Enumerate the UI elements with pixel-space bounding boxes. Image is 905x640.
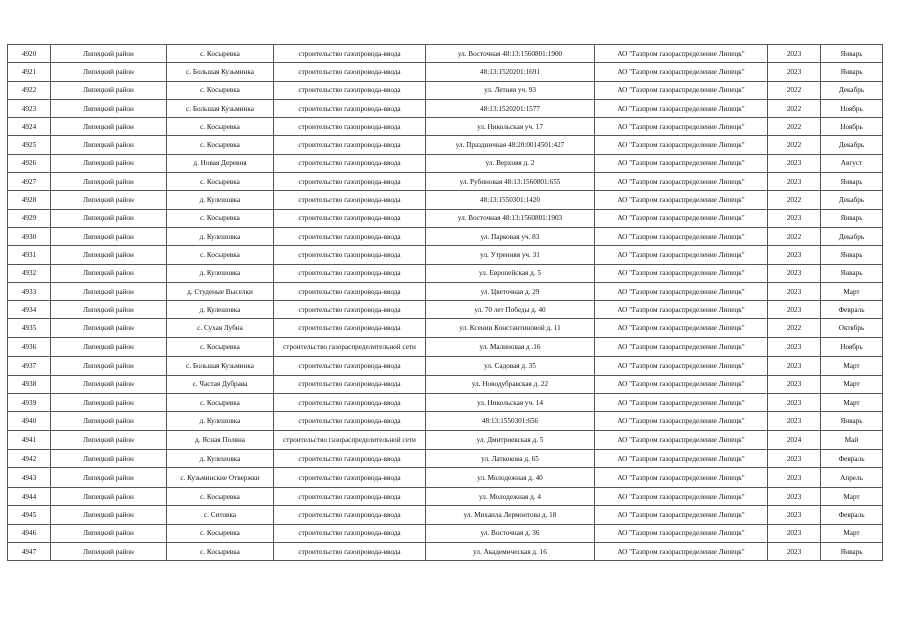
table-body [8,45,883,561]
table-row [8,191,883,209]
table-row [8,430,883,450]
month-cell: Январь [821,45,883,63]
row-number-cell: 4941 [8,430,51,450]
year-cell: 2023 [768,301,821,319]
district-cell: Липецкий район [51,488,167,506]
year-cell: 2022 [768,118,821,136]
table-row [8,337,883,357]
row-number-cell: 4925 [8,136,51,154]
organization-cell: АО "Газпром газораспределение Липецк" [595,45,768,63]
organization-cell: АО "Газпром газораспределение Липецк" [595,393,768,411]
work-type-cell: строительство газораспределительной сети [274,337,426,357]
district-cell: Липецкий район [51,209,167,227]
work-type-cell: строительство газопровода-ввода [274,173,426,191]
settlement-cell: с. Косыревка [167,524,274,542]
row-number-cell: 4927 [8,173,51,191]
district-cell: Липецкий район [51,246,167,264]
table-row [8,246,883,264]
table-row [8,450,883,468]
address-cell: ул. Парковая уч. 83 [426,227,595,245]
year-cell: 2023 [768,45,821,63]
address-cell: ул. Цветочная д. 29 [426,282,595,300]
month-cell: Январь [821,246,883,264]
month-cell: Апрель [821,468,883,488]
month-cell: Декабрь [821,81,883,99]
month-cell: Февраль [821,506,883,524]
month-cell: Март [821,282,883,300]
year-cell: 2022 [768,136,821,154]
work-type-cell: строительство газопровода-ввода [274,357,426,375]
address-cell: ул. Латкокова д. 65 [426,450,595,468]
address-cell: ул. Малиновая д .16 [426,337,595,357]
year-cell: 2023 [768,357,821,375]
address-cell: ул. Летняя уч. 93 [426,81,595,99]
year-cell: 2022 [768,227,821,245]
district-cell: Липецкий район [51,468,167,488]
organization-cell: АО "Газпром газораспределение Липецк" [595,430,768,450]
year-cell: 2023 [768,282,821,300]
settlement-cell: с. Косыревка [167,118,274,136]
organization-cell: АО "Газпром газораспределение Липецк" [595,118,768,136]
year-cell: 2024 [768,430,821,450]
settlement-cell: д. Кулешовка [167,191,274,209]
row-number-cell: 4939 [8,393,51,411]
work-type-cell: строительство газопровода-ввода [274,246,426,264]
month-cell: Декабрь [821,227,883,245]
address-cell: 48:13:1520201:1691 [426,63,595,81]
work-type-cell: строительство газопровода-ввода [274,227,426,245]
table-row [8,282,883,300]
year-cell: 2023 [768,488,821,506]
row-number-cell: 4922 [8,81,51,99]
organization-cell: АО "Газпром газораспределение Липецк" [595,246,768,264]
year-cell: 2023 [768,468,821,488]
address-cell: ул. Ксении Константиновой д. 11 [426,319,595,337]
settlement-cell: с. Сухая Лубна [167,319,274,337]
district-cell: Липецкий район [51,191,167,209]
organization-cell: АО "Газпром газораспределение Липецк" [595,154,768,172]
document-page [7,44,882,561]
address-cell: ул. Новодубравская д. 22 [426,375,595,393]
settlement-cell: с. Косыревка [167,393,274,411]
organization-cell: АО "Газпром газораспределение Липецк" [595,63,768,81]
district-cell: Липецкий район [51,99,167,117]
organization-cell: АО "Газпром газораспределение Липецк" [595,542,768,560]
district-cell: Липецкий район [51,136,167,154]
settlement-cell: д. Ясная Поляна [167,430,274,450]
table-row [8,173,883,191]
organization-cell: АО "Газпром газораспределение Липецк" [595,136,768,154]
organization-cell: АО "Газпром газораспределение Липецк" [595,375,768,393]
work-type-cell: строительство газопровода-ввода [274,450,426,468]
work-type-cell: строительство газопровода-ввода [274,118,426,136]
settlement-cell: с. Косыревка [167,209,274,227]
address-cell: ул. Садовая д. 35 [426,357,595,375]
district-cell: Липецкий район [51,524,167,542]
district-cell: Липецкий район [51,118,167,136]
row-number-cell: 4924 [8,118,51,136]
month-cell: Февраль [821,450,883,468]
work-type-cell: строительство газопровода-ввода [274,136,426,154]
table-row [8,154,883,172]
district-cell: Липецкий район [51,357,167,375]
work-type-cell: строительство газопровода-ввода [274,99,426,117]
organization-cell: АО "Газпром газораспределение Липецк" [595,227,768,245]
table-row [8,63,883,81]
district-cell: Липецкий район [51,450,167,468]
district-cell: Липецкий район [51,319,167,337]
work-type-cell: строительство газопровода-ввода [274,282,426,300]
organization-cell: АО "Газпром газораспределение Липецк" [595,488,768,506]
month-cell: Август [821,154,883,172]
year-cell: 2023 [768,337,821,357]
address-cell: ул. Никольская уч. 17 [426,118,595,136]
organization-cell: АО "Газпром газораспределение Липецк" [595,282,768,300]
table-row [8,227,883,245]
row-number-cell: 4944 [8,488,51,506]
row-number-cell: 4940 [8,412,51,430]
work-type-cell: строительство газопровода-ввода [274,393,426,411]
month-cell: Январь [821,63,883,81]
month-cell: Декабрь [821,136,883,154]
row-number-cell: 4936 [8,337,51,357]
work-type-cell: строительство газопровода-ввода [274,524,426,542]
settlement-cell: д. Кулешовка [167,450,274,468]
organization-cell: АО "Газпром газораспределение Липецк" [595,337,768,357]
settlement-cell: с. Кузьминские Отвержки [167,468,274,488]
table-row [8,488,883,506]
work-type-cell: строительство газопровода-ввода [274,81,426,99]
row-number-cell: 4920 [8,45,51,63]
table-row [8,393,883,411]
table-row [8,542,883,560]
row-number-cell: 4921 [8,63,51,81]
year-cell: 2023 [768,506,821,524]
district-cell: Липецкий район [51,81,167,99]
address-cell: ул. Никольская уч. 14 [426,393,595,411]
row-number-cell: 4932 [8,264,51,282]
table-row [8,506,883,524]
district-cell: Липецкий район [51,375,167,393]
address-cell: ул. Восточная 48:13:1560801:1900 [426,45,595,63]
table-row [8,81,883,99]
settlement-cell: с. Косыревка [167,337,274,357]
address-cell: 48:13:1550301:1420 [426,191,595,209]
row-number-cell: 4928 [8,191,51,209]
organization-cell: АО "Газпром газораспределение Липецк" [595,173,768,191]
month-cell: Январь [821,264,883,282]
table-row [8,301,883,319]
settlement-cell: с. Ситовка [167,506,274,524]
organization-cell: АО "Газпром газораспределение Липецк" [595,301,768,319]
year-cell: 2023 [768,246,821,264]
month-cell: Январь [821,209,883,227]
year-cell: 2023 [768,393,821,411]
district-cell: Липецкий район [51,227,167,245]
address-cell: ул. 70 лет Победы д. 40 [426,301,595,319]
year-cell: 2023 [768,154,821,172]
gasification-table [7,44,883,561]
work-type-cell: строительство газопровода-ввода [274,506,426,524]
settlement-cell: с. Косыревка [167,45,274,63]
address-cell: ул. Верхняя д. 2 [426,154,595,172]
table-row [8,375,883,393]
row-number-cell: 4937 [8,357,51,375]
work-type-cell: строительство газопровода-ввода [274,488,426,506]
district-cell: Липецкий район [51,393,167,411]
table-row [8,524,883,542]
table-row [8,99,883,117]
table-row [8,319,883,337]
address-cell: ул. Восточная 48:13:1560801:1903 [426,209,595,227]
table-row [8,357,883,375]
table-row [8,468,883,488]
organization-cell: АО "Газпром газораспределение Липецк" [595,468,768,488]
row-number-cell: 4934 [8,301,51,319]
district-cell: Липецкий район [51,301,167,319]
month-cell: Январь [821,542,883,560]
month-cell: Март [821,357,883,375]
month-cell: Февраль [821,301,883,319]
district-cell: Липецкий район [51,63,167,81]
organization-cell: АО "Газпром газораспределение Липецк" [595,524,768,542]
table-row [8,209,883,227]
address-cell: ул. Молодежная д. 4 [426,488,595,506]
settlement-cell: с. Частая Дубрава [167,375,274,393]
organization-cell: АО "Газпром газораспределение Липецк" [595,99,768,117]
organization-cell: АО "Газпром газораспределение Липецк" [595,191,768,209]
year-cell: 2022 [768,319,821,337]
settlement-cell: с. Косыревка [167,81,274,99]
settlement-cell: с. Большая Кузьминка [167,99,274,117]
month-cell: Март [821,524,883,542]
organization-cell: АО "Газпром газораспределение Липецк" [595,357,768,375]
table-row [8,136,883,154]
row-number-cell: 4933 [8,282,51,300]
month-cell: Март [821,375,883,393]
table-row [8,45,883,63]
organization-cell: АО "Газпром газораспределение Липецк" [595,209,768,227]
row-number-cell: 4923 [8,99,51,117]
settlement-cell: д. Кулешовка [167,264,274,282]
table-row [8,412,883,430]
month-cell: Ноябрь [821,337,883,357]
year-cell: 2022 [768,81,821,99]
month-cell: Ноябрь [821,118,883,136]
settlement-cell: д. Новая Деревня [167,154,274,172]
year-cell: 2023 [768,375,821,393]
settlement-cell: с. Косыревка [167,488,274,506]
address-cell: ул. Молодежная д. 40 [426,468,595,488]
organization-cell: АО "Газпром газораспределение Липецк" [595,412,768,430]
work-type-cell: строительство газопровода-ввода [274,319,426,337]
address-cell: ул. Рубиновая 48:13:1560801:655 [426,173,595,191]
year-cell: 2023 [768,173,821,191]
year-cell: 2023 [768,209,821,227]
organization-cell: АО "Газпром газораспределение Липецк" [595,319,768,337]
row-number-cell: 4942 [8,450,51,468]
row-number-cell: 4946 [8,524,51,542]
address-cell: ул. Михаила Лермонтова д. 18 [426,506,595,524]
settlement-cell: д. Кулешовка [167,301,274,319]
settlement-cell: с. Косыревка [167,246,274,264]
work-type-cell: строительство газопровода-ввода [274,542,426,560]
settlement-cell: д. Кулешовка [167,412,274,430]
district-cell: Липецкий район [51,506,167,524]
row-number-cell: 4930 [8,227,51,245]
month-cell: Март [821,488,883,506]
address-cell: ул. Академическая д. 16 [426,542,595,560]
table-row [8,264,883,282]
month-cell: Январь [821,412,883,430]
organization-cell: АО "Газпром газораспределение Липецк" [595,450,768,468]
district-cell: Липецкий район [51,173,167,191]
address-cell: ул. Восточная д. 36 [426,524,595,542]
row-number-cell: 4938 [8,375,51,393]
settlement-cell: с. Косыревка [167,173,274,191]
district-cell: Липецкий район [51,412,167,430]
month-cell: Март [821,393,883,411]
year-cell: 2023 [768,450,821,468]
district-cell: Липецкий район [51,337,167,357]
year-cell: 2022 [768,99,821,117]
month-cell: Октябрь [821,319,883,337]
organization-cell: АО "Газпром газораспределение Липецк" [595,81,768,99]
district-cell: Липецкий район [51,264,167,282]
address-cell: 48:13:1550301:656 [426,412,595,430]
year-cell: 2023 [768,63,821,81]
row-number-cell: 4926 [8,154,51,172]
address-cell: 48:13:1520201:1577 [426,99,595,117]
address-cell: ул. Утренняя уч. 31 [426,246,595,264]
work-type-cell: строительство газопровода-ввода [274,209,426,227]
row-number-cell: 4943 [8,468,51,488]
address-cell: ул. Европейская д. 5 [426,264,595,282]
year-cell: 2023 [768,412,821,430]
row-number-cell: 4935 [8,319,51,337]
row-number-cell: 4931 [8,246,51,264]
work-type-cell: строительство газопровода-ввода [274,468,426,488]
year-cell: 2023 [768,524,821,542]
row-number-cell: 4945 [8,506,51,524]
settlement-cell: с. Косыревка [167,136,274,154]
work-type-cell: строительство газораспределительной сети [274,430,426,450]
district-cell: Липецкий район [51,542,167,560]
year-cell: 2023 [768,264,821,282]
district-cell: Липецкий район [51,282,167,300]
work-type-cell: строительство газопровода-ввода [274,301,426,319]
settlement-cell: с. Косыревка [167,542,274,560]
year-cell: 2023 [768,542,821,560]
work-type-cell: строительство газопровода-ввода [274,63,426,81]
settlement-cell: с. Большая Кузьминка [167,357,274,375]
work-type-cell: строительство газопровода-ввода [274,412,426,430]
address-cell: ул. Дмитриевская д. 5 [426,430,595,450]
district-cell: Липецкий район [51,45,167,63]
settlement-cell: с. Большая Кузьминка [167,63,274,81]
year-cell: 2022 [768,191,821,209]
work-type-cell: строительство газопровода-ввода [274,375,426,393]
month-cell: Ноябрь [821,99,883,117]
district-cell: Липецкий район [51,154,167,172]
table-row [8,118,883,136]
month-cell: Январь [821,173,883,191]
month-cell: Май [821,430,883,450]
settlement-cell: д. Кулешовка [167,227,274,245]
district-cell: Липецкий район [51,430,167,450]
settlement-cell: д. Студеные Выселки [167,282,274,300]
month-cell: Декабрь [821,191,883,209]
work-type-cell: строительство газопровода-ввода [274,191,426,209]
row-number-cell: 4929 [8,209,51,227]
work-type-cell: строительство газопровода-ввода [274,154,426,172]
organization-cell: АО "Газпром газораспределение Липецк" [595,506,768,524]
row-number-cell: 4947 [8,542,51,560]
address-cell: ул. Праздничная 48:20:0014501:427 [426,136,595,154]
work-type-cell: строительство газопровода-ввода [274,264,426,282]
work-type-cell: строительство газопровода-ввода [274,45,426,63]
organization-cell: АО "Газпром газораспределение Липецк" [595,264,768,282]
